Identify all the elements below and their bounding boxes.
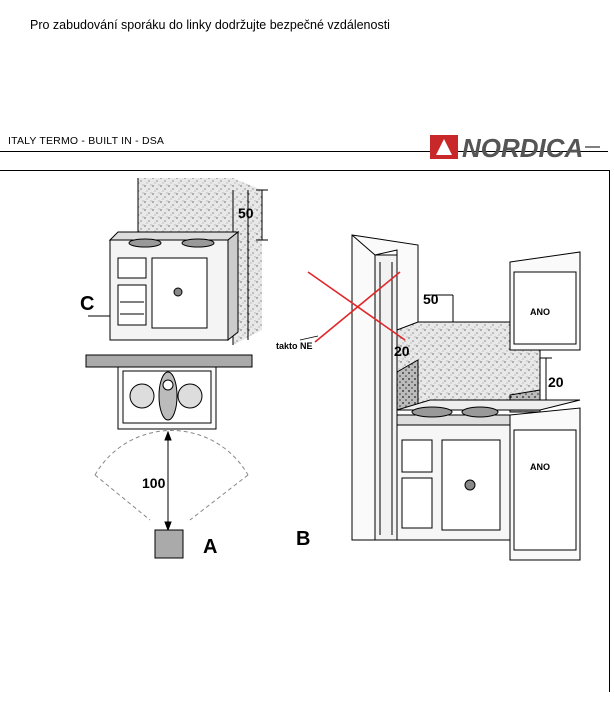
dim-50-left: 50 bbox=[238, 205, 254, 221]
page-heading: Pro zabudování sporáku do linky dodržujte bezpečné vzdálenosti bbox=[30, 18, 390, 32]
logo-text: NORDICA bbox=[462, 133, 584, 163]
stove-c-view bbox=[110, 178, 268, 345]
label-b: B bbox=[296, 528, 311, 550]
label-c: C bbox=[80, 293, 95, 315]
label-ano-bottom: ANO bbox=[530, 462, 550, 472]
document-subtitle: ITALY TERMO - BUILT IN - DSA bbox=[8, 135, 165, 147]
dim-20-top: 20 bbox=[394, 343, 410, 359]
label-a: A bbox=[203, 536, 218, 558]
label-ano-top: ANO bbox=[530, 307, 550, 317]
dim-100: 100 bbox=[142, 475, 166, 491]
top-view-a bbox=[86, 355, 252, 558]
label-takto-ne: takto NE bbox=[276, 341, 313, 351]
dim-50-right: 50 bbox=[423, 291, 439, 307]
dim-20-side: 20 bbox=[548, 374, 564, 390]
